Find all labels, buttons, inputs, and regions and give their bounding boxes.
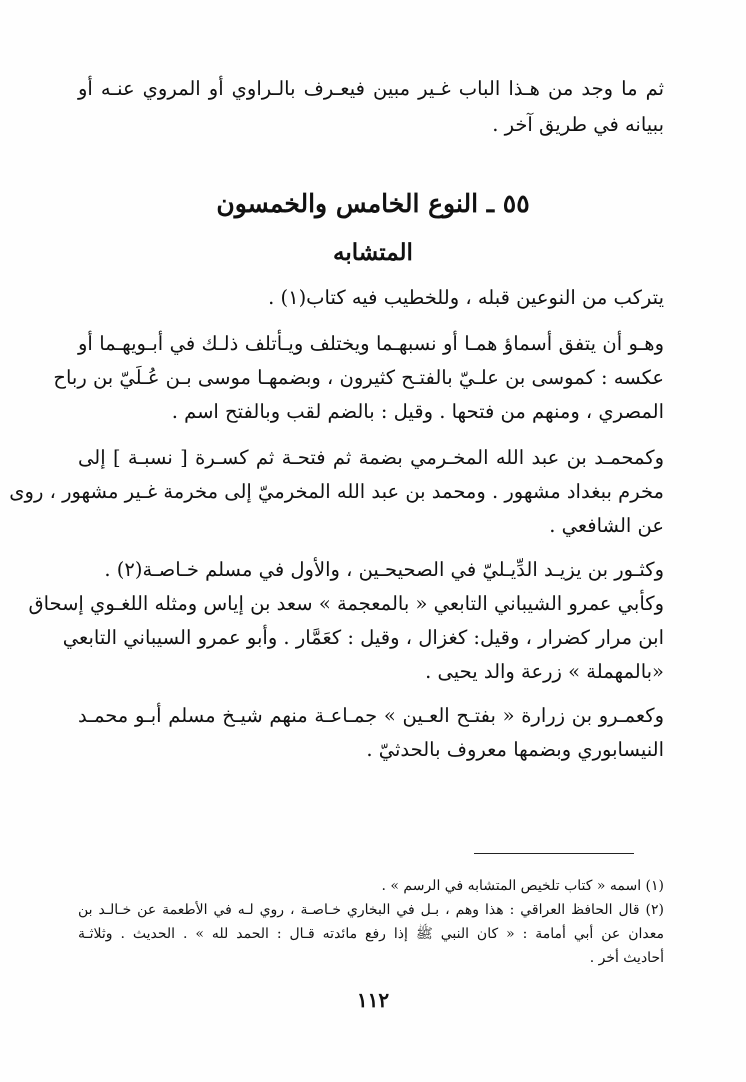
body-line: عن الشافعي . [549,514,664,537]
footnote-line: معدان عن أبي أمامة : « كان النبي ﷺ إذا رفع مائدته قـال : الحمد لله » . الحديث . وثلاثـة [78,926,664,942]
intro-line: ببيانه في طريق آخر . [492,113,664,136]
footnote-line: (٢) قال الحافظ العراقي : هذا وهم ، بـل في البخاري خـاصـة ، روي لـه في الأطعمة عن خـالـد بن [78,902,664,918]
body-line: ابن مرار كضرار ، وقيل: كغزال ، وقيل : كعَمَّار . وأبو عمرو السيباني التابعي [62,626,664,649]
body-line: وكمحمـد بن عبد الله المخـرمي بضمة ثم فتحـة ثم كسـرة [ نسبـة ] إلى [78,446,664,469]
footnote-line: (١) اسمه « كتاب تلخيص المتشابه في الرسم » . [381,878,664,894]
body-line: النيسابوري وبضمها معروف بالحدثيّ . [366,738,664,761]
body-line: يتركب من النوعين قبله ، وللخطيب فيه كتاب(١) . [268,286,664,309]
body-line: وهـو أن يتفق أسماؤ همـا أو نسبهـما ويختلف ويـأتلف ذلـك في أبـويهـما أو [78,332,664,355]
section-subtitle: المتشابه [333,239,413,266]
intro-line: ثم ما وجد من هـذا الباب غـير مبين فيعـرف بالـراوي أو المروي عنـه أو [78,77,664,100]
body-line: مخرم ببغداد مشهور . ومحمد بن عبد الله المخرميّ إلى مخرمة غـير مشهور ، روى [9,480,664,503]
footnote-line: أحاديث أخر . [589,950,664,966]
body-line: وكعمـرو بن زرارة « بفتـح العـين » جمـاعـة منهم شيـخ مسلم أبـو محمـد [78,704,664,727]
body-line: «بالمهملة » زرعة والد يحيى . [425,660,664,683]
page-number: ١١٢ [356,988,390,1012]
body-line: عكسه : كموسى بن علـيّ بالفتـح كثيرون ، وبضمهـا موسى بـن عُـلَيّ بن رباح [53,366,664,389]
footnote-divider [474,853,634,854]
body-line: وكثـور بن يزيـد الدِّيـليّ في الصحيحـين ، والأول في مسلم خـاصـة(٢) . [104,558,664,581]
body-line: وكأبي عمرو الشيباني التابعي « بالمعجمة » سعد بن إياس ومثله اللغـوي إسحاق [28,592,664,615]
section-title: ٥٥ ـ النوع الخامس والخمسون [216,189,530,218]
body-line: المصري ، ومنهم من فتحها . وقيل : بالضم لقب وبالفتح اسم . [171,400,664,423]
